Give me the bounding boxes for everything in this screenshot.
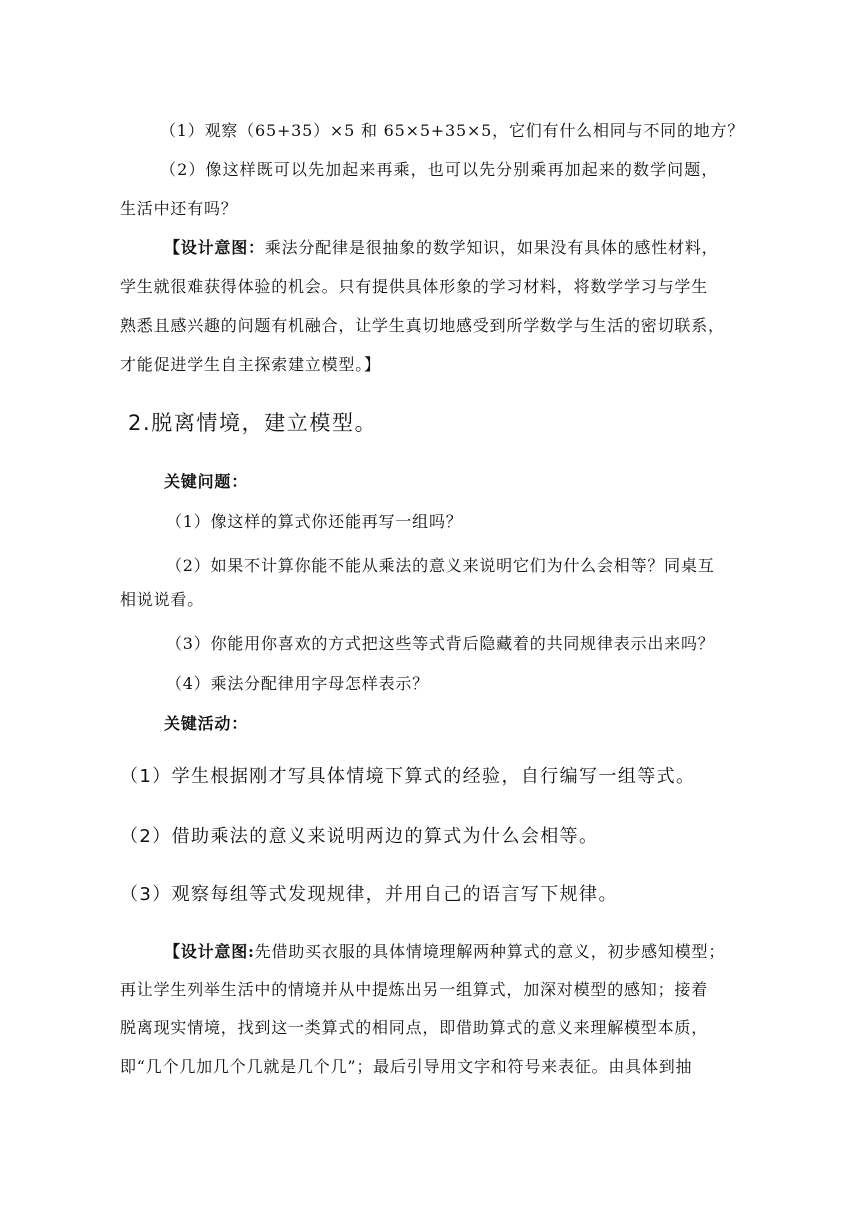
design-intent-2-line-1 [164,942,725,962]
key-question-3: （3）你能用你喜欢的方式把这些等式背后隐藏着的共同规律表示出来吗？ [166,634,715,653]
question-2-line-1: （2）像这样既可以先加起来再乘，也可以先分别乘再加起来的数学问题， [160,160,719,179]
key-question-2-line-2: 相说说看。 [120,590,205,609]
key-activity-3: （3）观察每组等式发现规律，并用自己的语言写下规律。 [120,884,618,905]
design-intent-2-line-4: 即“几个几加几个几就是几个几”；最后引导用文字和符号来表征。由具体到抽 [120,1057,693,1076]
design-intent-2-line-3: 脱离现实情境，找到这一类算式的相同点，即借助算式的意义来理解模型本质， [120,1018,709,1037]
key-activities-label: 关键活动： [164,714,249,733]
key-questions-label: 关键问题： [164,472,249,491]
key-activity-2: （2）借助乘法的意义来说明两边的算式为什么会相等。 [120,826,599,847]
design-intent-2-label: 【设计意图: [164,942,255,961]
question-1: （1）观察（65+35）×5 和 65×5+35×5，它们有什么相同与不同的地方？ [160,121,745,140]
design-intent-1-line-4: 才能促进学生自主探索建立模型。】 [120,355,381,374]
design-intent-2-line-2: 再让学生列举生活中的情境并从中提炼出另一组算式，加深对模型的感知；接着 [120,980,709,999]
design-intent-1-text: 乘法分配律是很抽象的数学知识，如果没有具体的感性材料， [264,238,719,257]
key-activity-1: （1）学生根据刚才写具体情境下算式的经验，自行编写一组等式。 [120,766,696,787]
design-intent-1-line-3: 熟悉且感兴趣的问题有机融合，让学生真切地感受到所学数学与生活的密切联系， [120,316,725,335]
section-heading: 2.脱离情境，建立模型。 [128,411,378,435]
key-question-2-line-1: （2）如果不计算你能不能从乘法的意义来说明它们为什么会相等？同桌互 [166,556,715,575]
design-intent-1-line-1 [164,238,718,258]
design-intent-1-label: 【设计意图： [164,238,265,257]
design-intent-1-line-2: 学生就很难获得体验的机会。只有提供具体形象的学习材料，将数学学习与学生 [120,277,709,296]
key-question-1: （1）像这样的算式你还能再写一组吗？ [166,512,463,531]
question-2-line-2: 生活中还有吗？ [120,199,238,218]
design-intent-2-text: 先借助买衣服的具体情境理解两种算式的意义，初步感知模型； [254,942,726,961]
key-question-4: （4）乘法分配律用字母怎样表示？ [166,674,429,693]
